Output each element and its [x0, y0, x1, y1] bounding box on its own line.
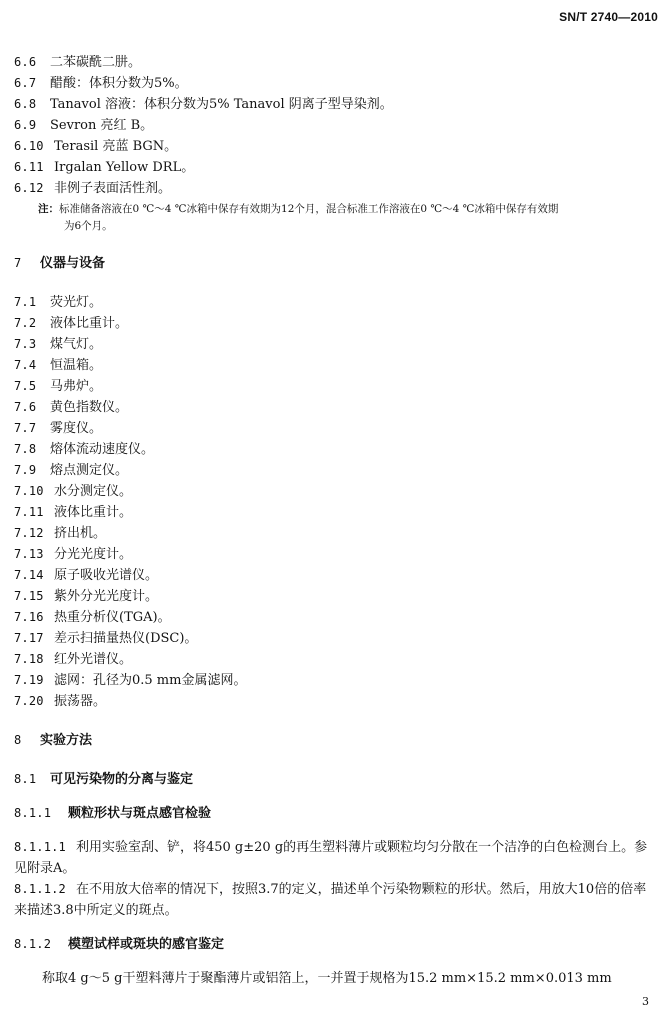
list-item: 6.8 Tanavol 溶液：体积分数为5% Tanavol 阴离子型导染剂。 [14, 97, 393, 112]
list-item: 7.12 挤出机。 [14, 526, 107, 541]
list-item: 7.15 紫外分光光度计。 [14, 589, 159, 604]
list-item: 7.8 熔体流动速度仪。 [14, 442, 155, 457]
note-text-continued: 为6个月。 [64, 220, 113, 232]
note-text: 标准储备溶液在0 ℃～4 ℃冰箱中保存有效期为12个月，混合标准工作溶液在0 ℃～4 ℃冰箱中保存有效期 [59, 203, 559, 215]
list-item: 7.11 液体比重计。 [14, 505, 133, 520]
section-heading-7: 7 仪器与设备 [14, 256, 106, 271]
reagent-list [14, 52, 658, 199]
paragraph-8-1-2: 称取4 g～5 g干塑料薄片于聚酯薄片或铝箔上，一并置于规格为15.2 mm×15.2 mm×0.013 mm [42, 971, 612, 986]
list-item: 7.17 差示扫描量热仪(DSC)。 [14, 631, 198, 646]
page-number: 3 [642, 995, 649, 1008]
list-item: 7.4 恒温箱。 [14, 358, 103, 373]
list-item: 7.13 分光光度计。 [14, 547, 133, 562]
paragraph-8-1-1-1: 8.1.1.1 利用实验室刮、铲，将450 g±20 g的再生塑料薄片或颗粒均匀分散在一个洁净的白色检测台上。参见附录A。 [14, 840, 648, 876]
instrument-list [14, 292, 658, 712]
list-item: 7.6 黄色指数仪。 [14, 400, 129, 415]
list-item: 6.10 Terasil 亮蓝 BGN。 [14, 139, 178, 154]
section-heading-8-1: 8.1 可见污染物的分离与鉴定 [14, 772, 194, 787]
list-item: 6.12 非例子表面活性剂。 [14, 181, 172, 196]
list-item: 6.11 Irgalan Yellow DRL。 [14, 160, 195, 175]
list-item: 6.9 Sevron 亮红 B。 [14, 118, 154, 133]
note-label: 注： [38, 203, 59, 215]
storage-note [14, 201, 658, 235]
list-item: 7.1 荧光灯。 [14, 295, 103, 310]
document-body [14, 52, 658, 989]
paragraph-8-1-1-2: 8.1.1.2 在不用放大倍率的情况下，按照3.7的定义，描述单个污染物颗粒的形状。然后，用放大10倍的倍率来描述3.8中所定义的斑点。 [14, 882, 647, 918]
list-item: 7.9 熔点测定仪。 [14, 463, 129, 478]
list-item: 7.10 水分测定仪。 [14, 484, 133, 499]
list-item: 7.20 振荡器。 [14, 694, 107, 709]
list-item: 7.7 雾度仪。 [14, 421, 103, 436]
section-heading-8: 8 实验方法 [14, 733, 93, 748]
section-heading-8-1-1: 8.1.1 颗粒形状与斑点感官检验 [14, 806, 212, 821]
list-item: 7.2 液体比重计。 [14, 316, 129, 331]
list-item: 7.19 滤网：孔径为0.5 mm金属滤网。 [14, 673, 247, 688]
list-item: 6.6 二苯碳酰二肼。 [14, 55, 142, 70]
list-item: 7.3 煤气灯。 [14, 337, 103, 352]
list-item: 7.16 热重分析仪(TGA)。 [14, 610, 171, 625]
list-item: 7.5 马弗炉。 [14, 379, 103, 394]
standard-code: SN/T 2740—2010 [559, 10, 658, 24]
section-heading-8-1-2: 8.1.2 模塑试样或斑块的感官鉴定 [14, 937, 225, 952]
list-item: 6.7 醋酸：体积分数为5%。 [14, 76, 188, 91]
list-item: 7.14 原子吸收光谱仪。 [14, 568, 159, 583]
list-item: 7.18 红外光谱仪。 [14, 652, 133, 667]
